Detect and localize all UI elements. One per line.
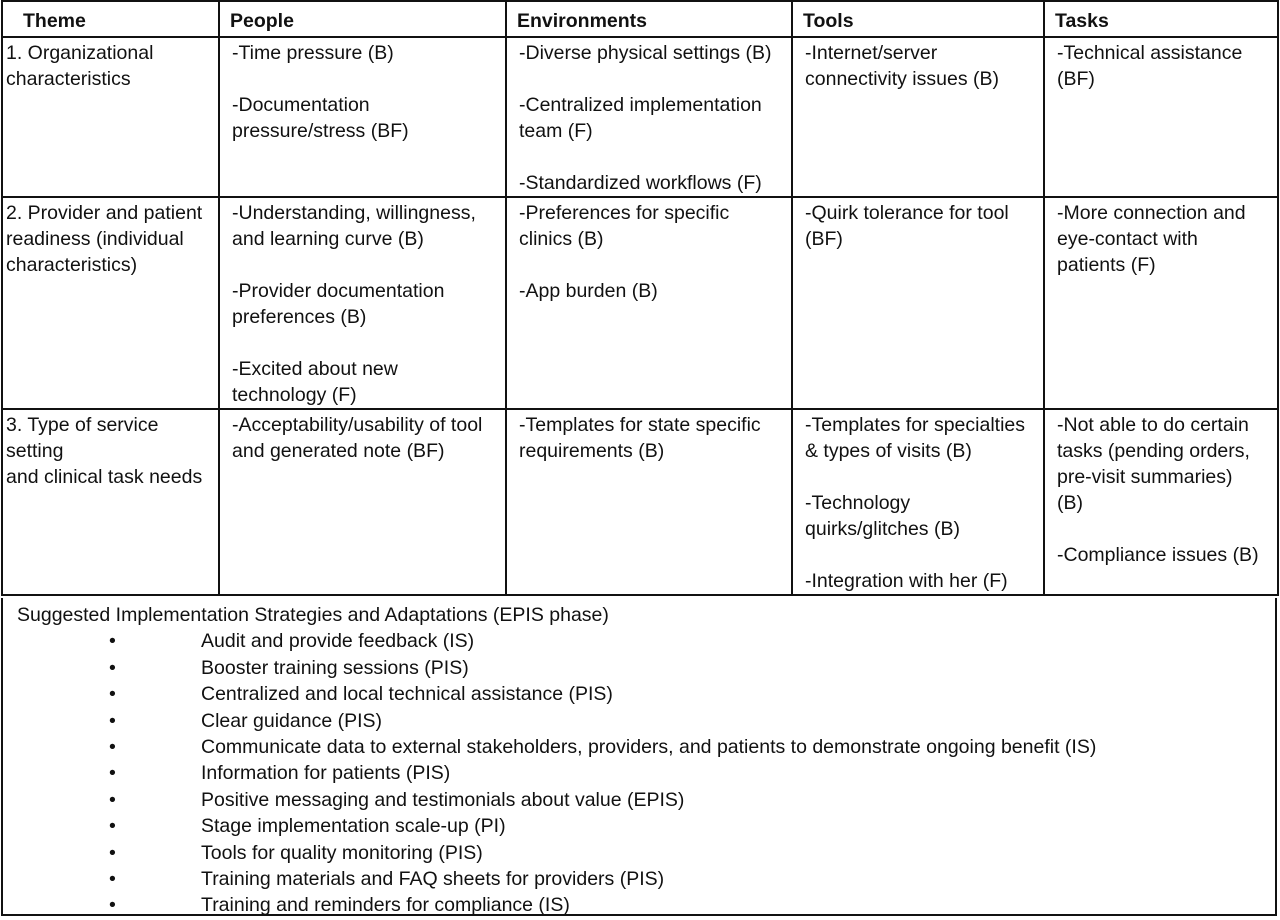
theme-line: characteristics) bbox=[6, 254, 138, 276]
tasks-item: -More connection and eye-contact with patients (F) bbox=[1057, 202, 1246, 276]
bullet-icon: • bbox=[109, 736, 116, 759]
strategy-text: Communicate data to external stakeholders, providers, and patients to demonstrate ongoing benefit (IS) bbox=[201, 736, 1097, 759]
strategy-text: Booster training sessions (PIS) bbox=[201, 656, 469, 679]
tasks-cell bbox=[1044, 409, 1278, 595]
environments-cell bbox=[506, 37, 792, 197]
environments-item: -Diverse physical settings (B) bbox=[519, 42, 772, 64]
strategy-text: Clear guidance (PIS) bbox=[201, 709, 383, 732]
list-item bbox=[17, 866, 1275, 892]
environments-item: -Standardized workflows (F) bbox=[519, 172, 762, 194]
tools-cell bbox=[792, 37, 1044, 197]
people-item: -Understanding, willingness, and learning curve (B) bbox=[232, 202, 476, 250]
environments-item: -Templates for state specific requirements (B) bbox=[519, 414, 761, 462]
tools-item: -Technology quirks/glitches (B) bbox=[805, 492, 960, 540]
tools-cell bbox=[792, 409, 1044, 595]
environments-cell bbox=[506, 197, 792, 409]
list-item bbox=[17, 655, 1275, 681]
list-item bbox=[17, 628, 1275, 654]
table-header-row bbox=[2, 1, 1278, 37]
theme-cell bbox=[2, 197, 219, 409]
list-item bbox=[17, 734, 1275, 760]
people-item: -Acceptability/usability of tool and generated note (BF) bbox=[232, 414, 483, 462]
strategy-text: Stage implementation scale-up (PI) bbox=[201, 815, 506, 838]
implementation-strategies-section bbox=[1, 598, 1277, 916]
list-item bbox=[17, 681, 1275, 707]
header-tasks: Tasks bbox=[1044, 1, 1278, 37]
tasks-cell bbox=[1044, 37, 1278, 197]
tools-item: -Integration with her (F) bbox=[805, 570, 1008, 592]
people-cell bbox=[219, 197, 506, 409]
theme-cell bbox=[2, 409, 219, 595]
tools-item: -Templates for specialties & types of visits (B) bbox=[805, 414, 1026, 462]
header-environments: Environments bbox=[506, 1, 792, 37]
people-item: -Time pressure (B) bbox=[232, 42, 394, 64]
theme-line: 2. Provider and patient bbox=[6, 202, 203, 224]
tasks-item: -Not able to do certain tasks (pending orders, pre-visit summaries) (B) bbox=[1057, 414, 1250, 514]
strategy-text: Training materials and FAQ sheets for providers (PIS) bbox=[201, 868, 665, 891]
list-item bbox=[17, 760, 1275, 786]
header-tools: Tools bbox=[792, 1, 1044, 37]
theme-line: and clinical task needs bbox=[6, 466, 203, 488]
list-item bbox=[17, 787, 1275, 813]
strategy-text: Tools for quality monitoring (PIS) bbox=[201, 841, 483, 864]
bullet-icon: • bbox=[109, 868, 116, 891]
people-item: -Documentation pressure/stress (BF) bbox=[232, 94, 409, 142]
environments-cell bbox=[506, 409, 792, 595]
strategy-text: Centralized and local technical assistance (PIS) bbox=[201, 683, 613, 706]
theme-line: 1. Organizational bbox=[6, 42, 154, 64]
strategies-heading: Suggested Implementation Strategies and Adaptations (EPIS phase) bbox=[17, 604, 609, 626]
people-item: -Provider documentation preferences (B) bbox=[232, 280, 445, 328]
bullet-icon: • bbox=[109, 788, 116, 811]
tools-cell bbox=[792, 197, 1044, 409]
bullet-icon: • bbox=[109, 656, 116, 679]
strategy-text: Audit and provide feedback (IS) bbox=[201, 630, 475, 653]
table-row bbox=[2, 197, 1278, 409]
bullet-icon: • bbox=[109, 683, 116, 706]
theme-cell bbox=[2, 37, 219, 197]
strategy-text: Information for patients (PIS) bbox=[201, 762, 451, 785]
list-item bbox=[17, 813, 1275, 839]
list-item bbox=[17, 840, 1275, 866]
strategy-text: Training and reminders for compliance (IS) bbox=[201, 894, 570, 917]
strategy-text: Positive messaging and testimonials about value (EPIS) bbox=[201, 788, 685, 811]
people-cell bbox=[219, 37, 506, 197]
list-item bbox=[17, 708, 1275, 734]
bullet-icon: • bbox=[109, 762, 116, 785]
header-people: People bbox=[219, 1, 506, 37]
bullet-icon: • bbox=[109, 815, 116, 838]
tools-item: -Quirk tolerance for tool (BF) bbox=[805, 202, 1009, 250]
theme-line: readiness (individual bbox=[6, 228, 184, 250]
tasks-item: -Compliance issues (B) bbox=[1057, 544, 1259, 566]
bullet-icon: • bbox=[109, 841, 116, 864]
header-theme: Theme bbox=[2, 1, 219, 37]
tasks-cell bbox=[1044, 197, 1278, 409]
bullet-icon: • bbox=[109, 894, 116, 917]
theme-line: characteristics bbox=[6, 68, 131, 90]
table-row bbox=[2, 37, 1278, 197]
tools-item: -Internet/server connectivity issues (B) bbox=[805, 42, 999, 90]
barriers-facilitators-table bbox=[1, 0, 1279, 596]
tasks-item: -Technical assistance (BF) bbox=[1057, 42, 1243, 90]
strategies-list bbox=[17, 628, 1275, 918]
people-item: -Excited about new technology (F) bbox=[232, 358, 398, 406]
environments-item: -App burden (B) bbox=[519, 280, 658, 302]
bullet-icon: • bbox=[109, 709, 116, 732]
environments-item: -Preferences for specific clinics (B) bbox=[519, 202, 730, 250]
bullet-icon: • bbox=[109, 630, 116, 653]
theme-line: 3. Type of service setting bbox=[6, 414, 159, 462]
people-cell bbox=[219, 409, 506, 595]
table-row bbox=[2, 409, 1278, 595]
environments-item: -Centralized implementation team (F) bbox=[519, 94, 762, 142]
list-item bbox=[17, 892, 1275, 918]
